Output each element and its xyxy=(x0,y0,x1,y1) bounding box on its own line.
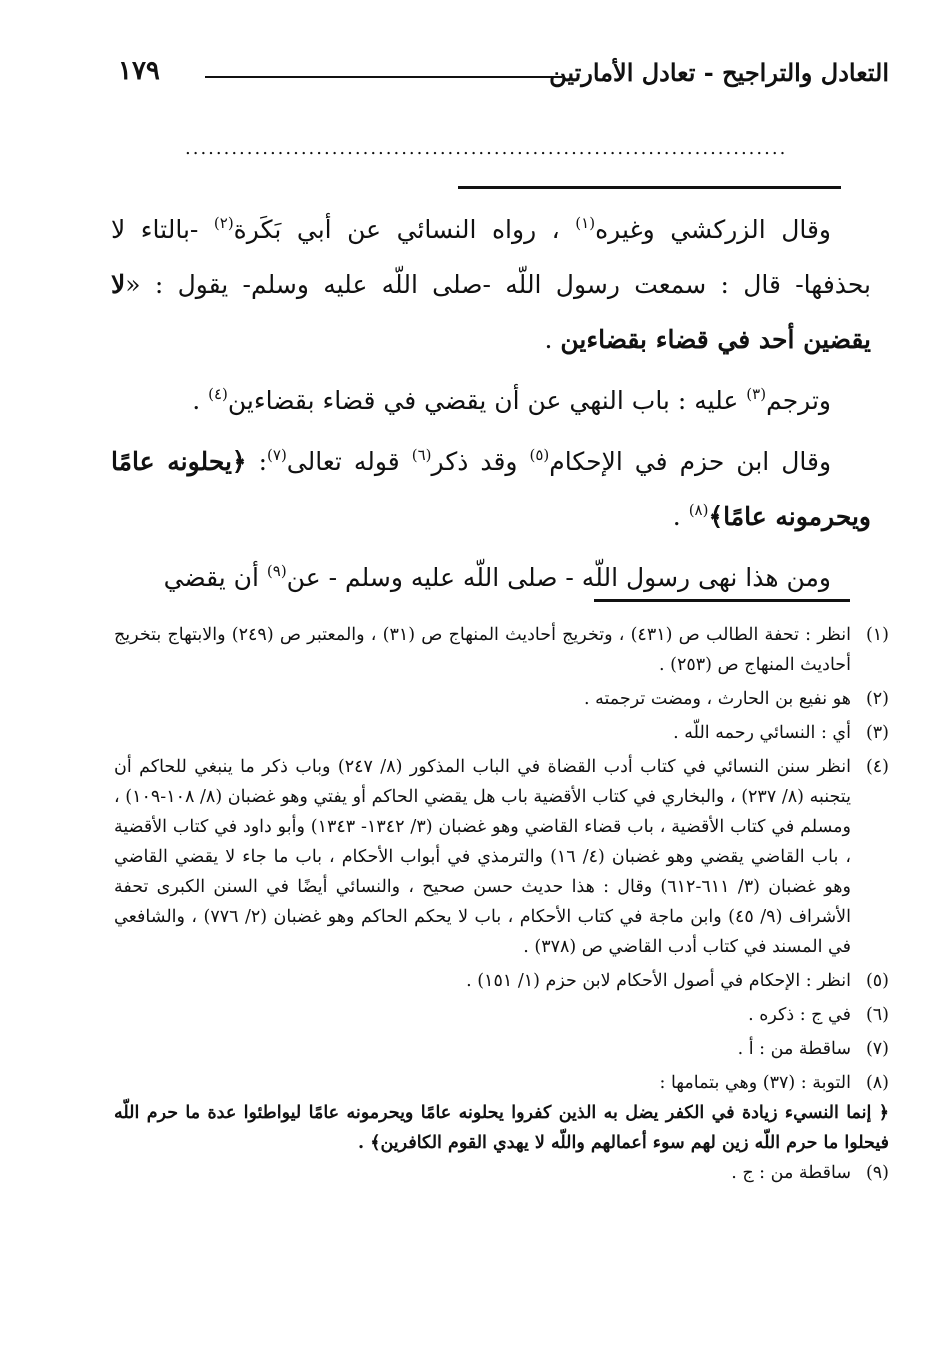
text-run: . xyxy=(192,386,209,415)
paragraph-2 xyxy=(111,373,871,428)
footnote-5 xyxy=(114,966,889,996)
text-run: وترجم xyxy=(766,386,831,415)
quran-verse: ﴿يحلونه عامًا ويحرمونه عامًا﴾ xyxy=(111,447,871,531)
footnote-number: (٦) xyxy=(865,1005,889,1025)
running-header-title: التعادل والتراجيح - تعادل الأمارتين xyxy=(549,58,889,87)
footnote-number: (٤) xyxy=(865,757,889,777)
footnote-separator xyxy=(594,599,850,602)
footnote-4 xyxy=(114,752,889,962)
text-run: : xyxy=(246,447,268,476)
footnote-number: (٩) xyxy=(865,1163,889,1183)
text-run: ، رواه النسائي عن أبي بَكَرة xyxy=(233,215,576,244)
footnote-ref-5[interactable]: (٥) xyxy=(529,446,550,464)
text-run: قوله تعالى xyxy=(286,447,412,476)
footnote-1 xyxy=(114,620,889,680)
quran-quote-block: ﴿ إنما النسيء زيادة في الكفر يضل به الذين كفروا يحلونه عامًا ويحرمونه عامًا ليواطئوا عدة ما حرم اللّه فيحلوا ما حرم اللّه زين لهم سوء أعمالهم واللّه لا يهدي القوم الكافرين﴾ . xyxy=(114,1103,889,1153)
footnote-text: انظر سنن النسائي في كتاب أدب القضاة في الباب المذكور (٨/ ٢٤٧) وباب ذكر ما ينبغي للحاكم أن يتجنبه (٨/ ٢٣٧) ، والبخاري في كتاب الأقضية باب هل يقضي الحاكم أو يفتي وهو غضبان (٨/ ١٠٨-١٠٩) ، ومسلم في كتاب الأقضية ، باب قضاء القاضي وهو غضبان (٣/ ١٣٤٢- ١٣٤٣) وأبو داود في كتاب الأقضية ، باب القاضي يقضي وهو غضبان (٤/ ١٦) والترمذي في أبواب الأحكام ، باب ما جاء لا يقضي القاضي وهو غضبان (٣/ ٦١١-٦١٢) وقال : هذا حديث حسن صحيح ، والنسائي أيضًا في السنن الكبرى تحفة الأشراف (٩/ ٤٥) وابن ماجة في كتاب الأحكام ، باب لا يحكم الحاكم وهو غضبان (٢/ ٧٧٦) ، والشافعي في المسند في كتاب أدب القاضي ص (٣٧٨) . xyxy=(114,757,852,957)
footnote-text: في ج : ذكره . xyxy=(748,1005,851,1025)
footnote-8 xyxy=(114,1068,889,1098)
footnote-ref-9[interactable]: (٩) xyxy=(266,562,287,580)
footnote-9 xyxy=(114,1158,889,1188)
footnote-6 xyxy=(114,1000,889,1030)
paragraph-4 xyxy=(111,550,871,605)
main-text xyxy=(111,202,871,605)
text-run: أن يقضي xyxy=(163,563,267,592)
paragraph-3 xyxy=(111,434,871,544)
header-rule xyxy=(205,76,562,78)
footnote-ref-3[interactable]: (٣) xyxy=(746,385,767,403)
footnote-number: (٢) xyxy=(865,689,889,709)
footnote-number: (١) xyxy=(865,625,889,645)
top-rule xyxy=(458,186,841,189)
footnote-ref-7[interactable]: (٧) xyxy=(267,446,287,464)
footnote-ref-8[interactable]: (٨) xyxy=(688,501,709,519)
footnote-ref-1[interactable]: (١) xyxy=(575,214,596,232)
footnote-text: انظر : تحفة الطالب ص (٤٣١) ، وتخريج أحاديث المنهاج ص (٣١) ، والمعتبر ص (٢٤٩) والابتهاج بتخريج أحاديث المنهاج ص (٢٥٣) . xyxy=(114,625,851,675)
footnote-2 xyxy=(114,684,889,714)
page-number: ١٧٩ xyxy=(118,56,160,86)
footnote-text: التوبة : (٣٧) وهي بتمامها : xyxy=(659,1073,851,1093)
text-run: ومن هذا نهى رسول اللّه - صلى اللّه عليه وسلم - عن xyxy=(286,563,831,592)
text-run: عليه : باب النهي عن أن يقضي في قضاء بقضاءين xyxy=(227,386,747,415)
text-run: -بالتاء لا بحذفها- قال : سمعت رسول اللّه -صلى اللّه عليه وسلم- يقول : « xyxy=(111,215,871,299)
text-run: . xyxy=(544,325,561,354)
text-run: وقال ابن حزم في الإحكام xyxy=(549,447,832,476)
footnote-text: ساقطة من : ج . xyxy=(731,1163,851,1183)
hadith-quote: لا يقضين أحد في قضاء بقضاءين xyxy=(111,270,871,354)
text-run: وقد ذكر xyxy=(431,447,530,476)
text-run: . xyxy=(672,502,689,531)
footnote-ref-6[interactable]: (٦) xyxy=(411,446,432,464)
footnote-text: أي : النسائي رحمه اللّه . xyxy=(673,723,851,743)
footnote-3 xyxy=(114,718,889,748)
footnote-text: هو نفيع بن الحارث ، ومضت ترجمته . xyxy=(584,689,851,709)
footnote-ref-4[interactable]: (٤) xyxy=(208,385,228,403)
footnotes xyxy=(114,620,889,1188)
footnote-number: (٣) xyxy=(865,723,889,743)
footnote-text: ساقطة من : أ . xyxy=(737,1039,851,1059)
dotted-separator: .............................................................................. xyxy=(185,138,788,159)
footnote-number: (٥) xyxy=(865,971,889,991)
paragraph-1 xyxy=(111,202,871,367)
footnote-7 xyxy=(114,1034,889,1064)
text-run: وقال الزركشي وغيره xyxy=(595,215,831,244)
footnote-number: (٨) xyxy=(865,1073,889,1093)
footnote-ref-2[interactable]: (٢) xyxy=(213,214,234,232)
footnote-text: انظر : الإحكام في أصول الأحكام لابن حزم (١/ ١٥١) . xyxy=(466,971,851,991)
footnote-number: (٧) xyxy=(865,1039,889,1059)
